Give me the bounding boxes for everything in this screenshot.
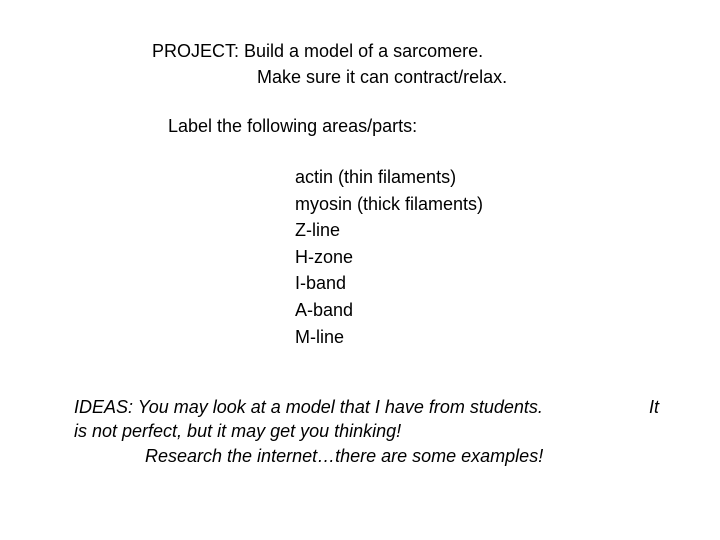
- list-item: Z-line: [295, 220, 341, 241]
- project-title: PROJECT: Build a model of a sarcomere.: [152, 41, 484, 61]
- parts-list: [295, 164, 483, 350]
- list-item: actin (thin filaments): [295, 167, 457, 187]
- ideas-line-1: IDEAS: You may look at a model that I have from students.: [74, 397, 543, 417]
- ideas-line-2: is not perfect, but it may get you thinking!: [74, 421, 402, 441]
- list-item: A-band: [295, 299, 354, 320]
- list-item: H-zone: [295, 246, 354, 267]
- list-item: myosin (thick filaments): [295, 193, 484, 214]
- list-item: M-line: [295, 326, 345, 347]
- list-item: I-band: [295, 273, 347, 294]
- ideas-line-3: Research the internet…there are some examples!: [145, 446, 544, 466]
- project-subtitle: Make sure it can contract/relax.: [257, 67, 508, 87]
- ideas-line-1-tail: It: [649, 397, 660, 417]
- label-instruction: Label the following areas/parts:: [168, 116, 418, 136]
